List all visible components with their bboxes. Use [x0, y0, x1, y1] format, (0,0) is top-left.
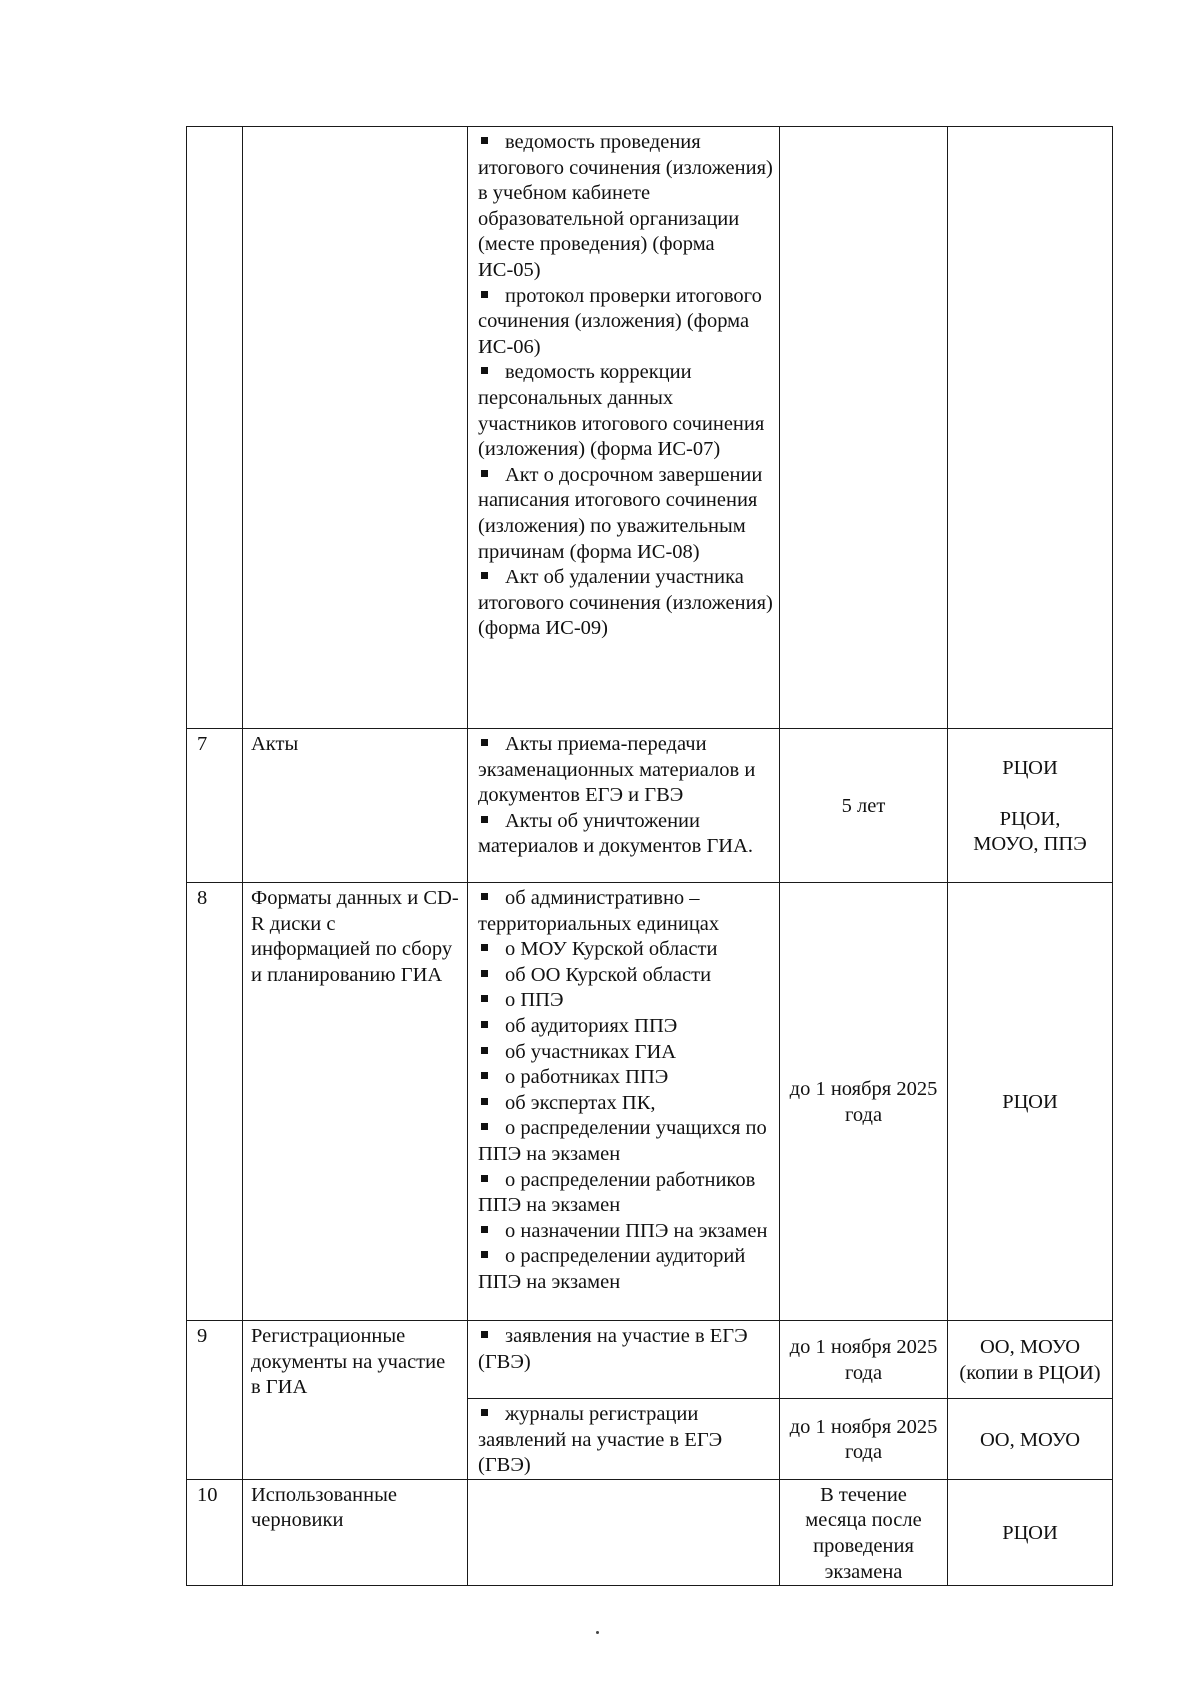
- documents-cell: [468, 1479, 780, 1585]
- list-item: об административно – территориальных единицах: [478, 887, 720, 935]
- row-name-cell: Форматы данных и CD-R диски с информацией по сбору и планированию ГИА: [243, 883, 468, 1321]
- list-item: Акты приема-передачи экзаменационных материалов и документов ЕГЭ и ГВЭ: [478, 733, 756, 807]
- square-bullet-icon: [481, 1226, 488, 1233]
- list-item: Акт о досрочном завершении написания итогового сочинения (изложения) по уважительным причинам (форма ИС-08): [478, 463, 763, 563]
- responsible-line: РЦОИ: [1002, 757, 1058, 780]
- responsible-cell: [948, 127, 1113, 729]
- table-row-9: [187, 1321, 1113, 1399]
- list-item: Акты об уничтожении материалов и документов ГИА.: [478, 809, 754, 858]
- list-item: об аудиториях ППЭ: [478, 1014, 773, 1040]
- square-bullet-icon: [481, 1021, 488, 1028]
- documents-cell: [468, 729, 780, 883]
- term-cell: до 1 ноября 2025 года: [780, 1399, 948, 1480]
- square-bullet-icon: [481, 1098, 488, 1105]
- square-bullet-icon: [481, 470, 488, 477]
- square-bullet-icon: [481, 137, 488, 144]
- documents-cell: [468, 1321, 780, 1399]
- list-item: об экспертах ПК,: [478, 1091, 773, 1117]
- responsible-cell: ОО, МОУО: [948, 1399, 1113, 1480]
- responsible-cell: [948, 729, 1113, 883]
- list-item: о распределении учащихся по ППЭ на экзамен: [478, 1117, 767, 1165]
- square-bullet-icon: [481, 1072, 488, 1079]
- row-number-cell: [187, 127, 243, 729]
- list-item: о распределении работников ППЭ на экзамен: [478, 1168, 756, 1217]
- row-number-cell: 7: [187, 729, 243, 883]
- list-item: Акт об удалении участника итогового сочинения (изложения) (форма ИС-09): [478, 566, 773, 640]
- list-item: об участниках ГИА: [478, 1040, 773, 1066]
- list-item: о назначении ППЭ на экзамен: [478, 1219, 773, 1245]
- list-item: ведомость проведения итогового сочинения (изложения) в учебном кабинете образовательной организации (месте проведения) (форма ИС-05): [478, 131, 773, 281]
- row-name-cell: Регистрационные документы на участие в ГИА: [243, 1321, 468, 1480]
- square-bullet-icon: [481, 367, 488, 374]
- table-row-7: [187, 729, 1113, 883]
- list-item: о МОУ Курской области: [478, 937, 773, 963]
- square-bullet-icon: [481, 970, 488, 977]
- square-bullet-icon: [481, 1047, 488, 1054]
- scan-speck: [596, 1631, 599, 1634]
- table-row-8: [187, 883, 1113, 1321]
- retention-table: [186, 126, 1113, 1586]
- square-bullet-icon: [481, 893, 488, 900]
- square-bullet-icon: [481, 1251, 488, 1258]
- term-cell: [780, 127, 948, 729]
- square-bullet-icon: [481, 291, 488, 298]
- list-item: ведомость коррекции персональных данных участников итогового сочинения (изложения) (форма ИС-07): [478, 361, 765, 461]
- term-cell: до 1 ноября 2025 года: [780, 1321, 948, 1399]
- responsible-line: РЦОИ,: [999, 807, 1061, 830]
- list-item: протокол проверки итогового сочинения (изложения) (форма ИС-06): [478, 284, 762, 358]
- square-bullet-icon: [481, 816, 488, 823]
- responsible-line: МОУО, ППЭ: [973, 833, 1087, 856]
- table-row-10: [187, 1479, 1113, 1585]
- documents-cell: [468, 127, 780, 729]
- responsible-cell: РЦОИ: [948, 883, 1113, 1321]
- term-cell: В течение месяца после проведения экзамена: [780, 1479, 948, 1585]
- list-item: об ОО Курской области: [478, 963, 773, 989]
- row-number-cell: 10: [187, 1479, 243, 1585]
- row-name-cell: Использованные черновики: [243, 1479, 468, 1585]
- row-name-cell: Акты: [243, 729, 468, 883]
- square-bullet-icon: [481, 1123, 488, 1130]
- square-bullet-icon: [481, 1175, 488, 1182]
- documents-cell: [468, 883, 780, 1321]
- row-name-cell: [243, 127, 468, 729]
- list-item: о ППЭ: [478, 988, 773, 1014]
- list-item: о работниках ППЭ: [478, 1065, 773, 1091]
- list-item: о распределении аудиторий ППЭ на экзамен: [478, 1245, 746, 1293]
- list-item: заявления на участие в ЕГЭ (ГВЭ): [478, 1325, 748, 1373]
- square-bullet-icon: [481, 944, 488, 951]
- row-number-cell: 8: [187, 883, 243, 1321]
- responsible-cell: РЦОИ: [948, 1479, 1113, 1585]
- square-bullet-icon: [481, 1331, 488, 1338]
- square-bullet-icon: [481, 572, 488, 579]
- square-bullet-icon: [481, 995, 488, 1002]
- documents-cell: [468, 1399, 780, 1480]
- term-cell: 5 лет: [780, 729, 948, 883]
- row-number-cell: 9: [187, 1321, 243, 1480]
- term-cell: до 1 ноября 2025 года: [780, 883, 948, 1321]
- square-bullet-icon: [481, 1409, 488, 1416]
- table-row-continuation: [187, 127, 1113, 729]
- responsible-cell: ОО, МОУО (копии в РЦОИ): [948, 1321, 1113, 1399]
- list-item: журналы регистрации заявлений на участие в ЕГЭ (ГВЭ): [478, 1403, 723, 1477]
- square-bullet-icon: [481, 739, 488, 746]
